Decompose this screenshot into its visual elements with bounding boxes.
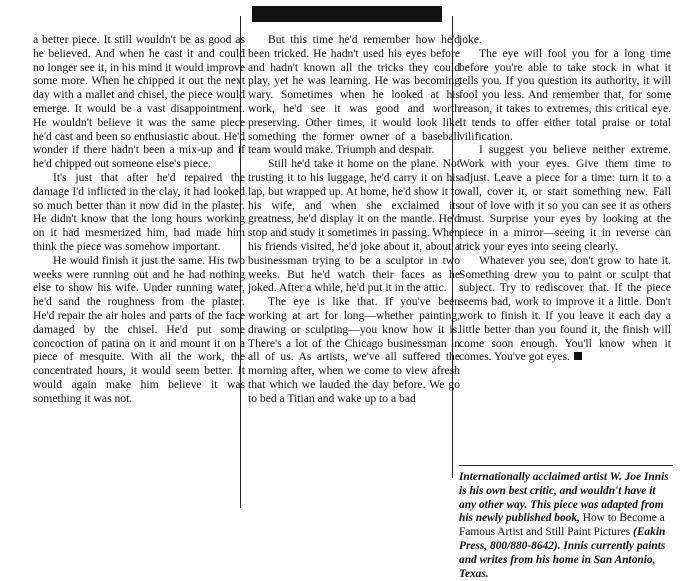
- paragraph: He would finish it just the same. His two weeks were running out and he had nothing else to show his wife. Under running water, he'd sand the roughness from the plaster. He'd repair the air holes and parts of the face damaged by the chisel. He'd put some concoction of patina on it and mount it on a piece of mesquite. With all the work, the concentrated hours, it would seem better. It would again make him believe it was something it was not.: [33, 253, 245, 405]
- bio-text: Internationally acclaimed artist W. Joe Innis is his own best critic, and wouldn't have it any other way. This piece was adapted from his newly published book,: [459, 471, 669, 525]
- article-column-3: [459, 33, 671, 364]
- end-of-article-icon: [574, 352, 582, 360]
- paragraph: The eye will fool you for a long time before you're able to take stock in what it tells you. If you question its authority, it will fool you less. And remember that, for some reason, it takes to extremes, this critical eye. It tends to offer either total praise or total vilification.: [459, 46, 671, 143]
- article-column-2: [248, 33, 460, 406]
- paragraph: [459, 254, 671, 364]
- paragraph: Still he'd take it home on the plane. Not trusting it to his luggage, he'd carry it on his lap, but wrapped up. At home, he'd show it to his wife, and when she exclaimed its greatness, he'd display it on the mantle. He'd stop and study it sometimes in passing. When his friends visited, he'd joke about it, about a businessman trying to be a sculptor in two weeks. But he'd watch their faces as he joked. After a while, he'd put it in the attic.: [248, 157, 460, 295]
- author-bio: [459, 471, 673, 581]
- book-title: How to Become a Famous Artist and Still Paint Pictures: [459, 512, 665, 539]
- paragraph: But this time he'd remember how he'd been tricked. He hadn't used his eyes before and hadn't known all the tricks they could play, yet he was learning. He was becoming wary. Sometimes when he looked at his work, he'd see it was good and worth preserving. Other times, it would look like something the former owner of a baseball team would make. Triumph and despair.: [248, 33, 460, 157]
- bio-text: (Eakin Press, 800/880-8642). Innis currently paints and writes from his home in San Antonio, Texas.: [459, 526, 666, 580]
- bio-divider: [459, 465, 673, 466]
- paragraph: a better piece. It still wouldn't be as good as he believed. And when he cast it and could no longer see it, in his mind it would improve some more. When he chipped it out the next day with a mallet and chisel, the piece would emerge. It would be a vast disappointment. He wouldn't believe it was the same piece he'd cast and been so enthusiastic about. He'd wonder if there hadn't been a mix-up and if he'd chipped out someone else's piece.: [33, 33, 245, 171]
- paragraph-text: Whatever you see, don't grow to hate it. Something drew you to paint or sculpt that subject. Try to rediscover that. If the piece seems bad, work to improve it a little. Don't work to finish it. If you leave it each day a little better than you found it, the finish will come soon enough. You'll know when it comes. You've got eyes.: [459, 253, 671, 364]
- paragraph: The eye is like that. If you've been working at art for long—whether painting, drawing or sculpting—you know how it is. There's a lot of the Chicago businessman in all of us. As artists, we've all suffered the morning after, when we come to view afresh that which we lauded the day before. We go to bed a Titian and wake up to a bad: [248, 295, 460, 405]
- paragraph: joke.: [459, 33, 482, 46]
- header-bar: [252, 6, 442, 22]
- paragraph: I suggest you believe neither extreme. Work with your eyes. Give them time to adjust. Leave a piece for a time: turn it to a wall, cover it, or start something new. Fall out of love with it so you can see it as others must. Surprise your eyes by looking at the piece in a mirror—seeing it in reverse can trick your eyes into seeing clearly.: [459, 143, 671, 253]
- article-column-1: [33, 33, 245, 406]
- paragraph: It's just that after he'd repaired the damage I'd inflicted in the clay, it had looked so much better than it now did in the plaster. He didn't know that the long hours working on it had mesmerized him, had made him think the piece was somehow important.: [33, 170, 245, 253]
